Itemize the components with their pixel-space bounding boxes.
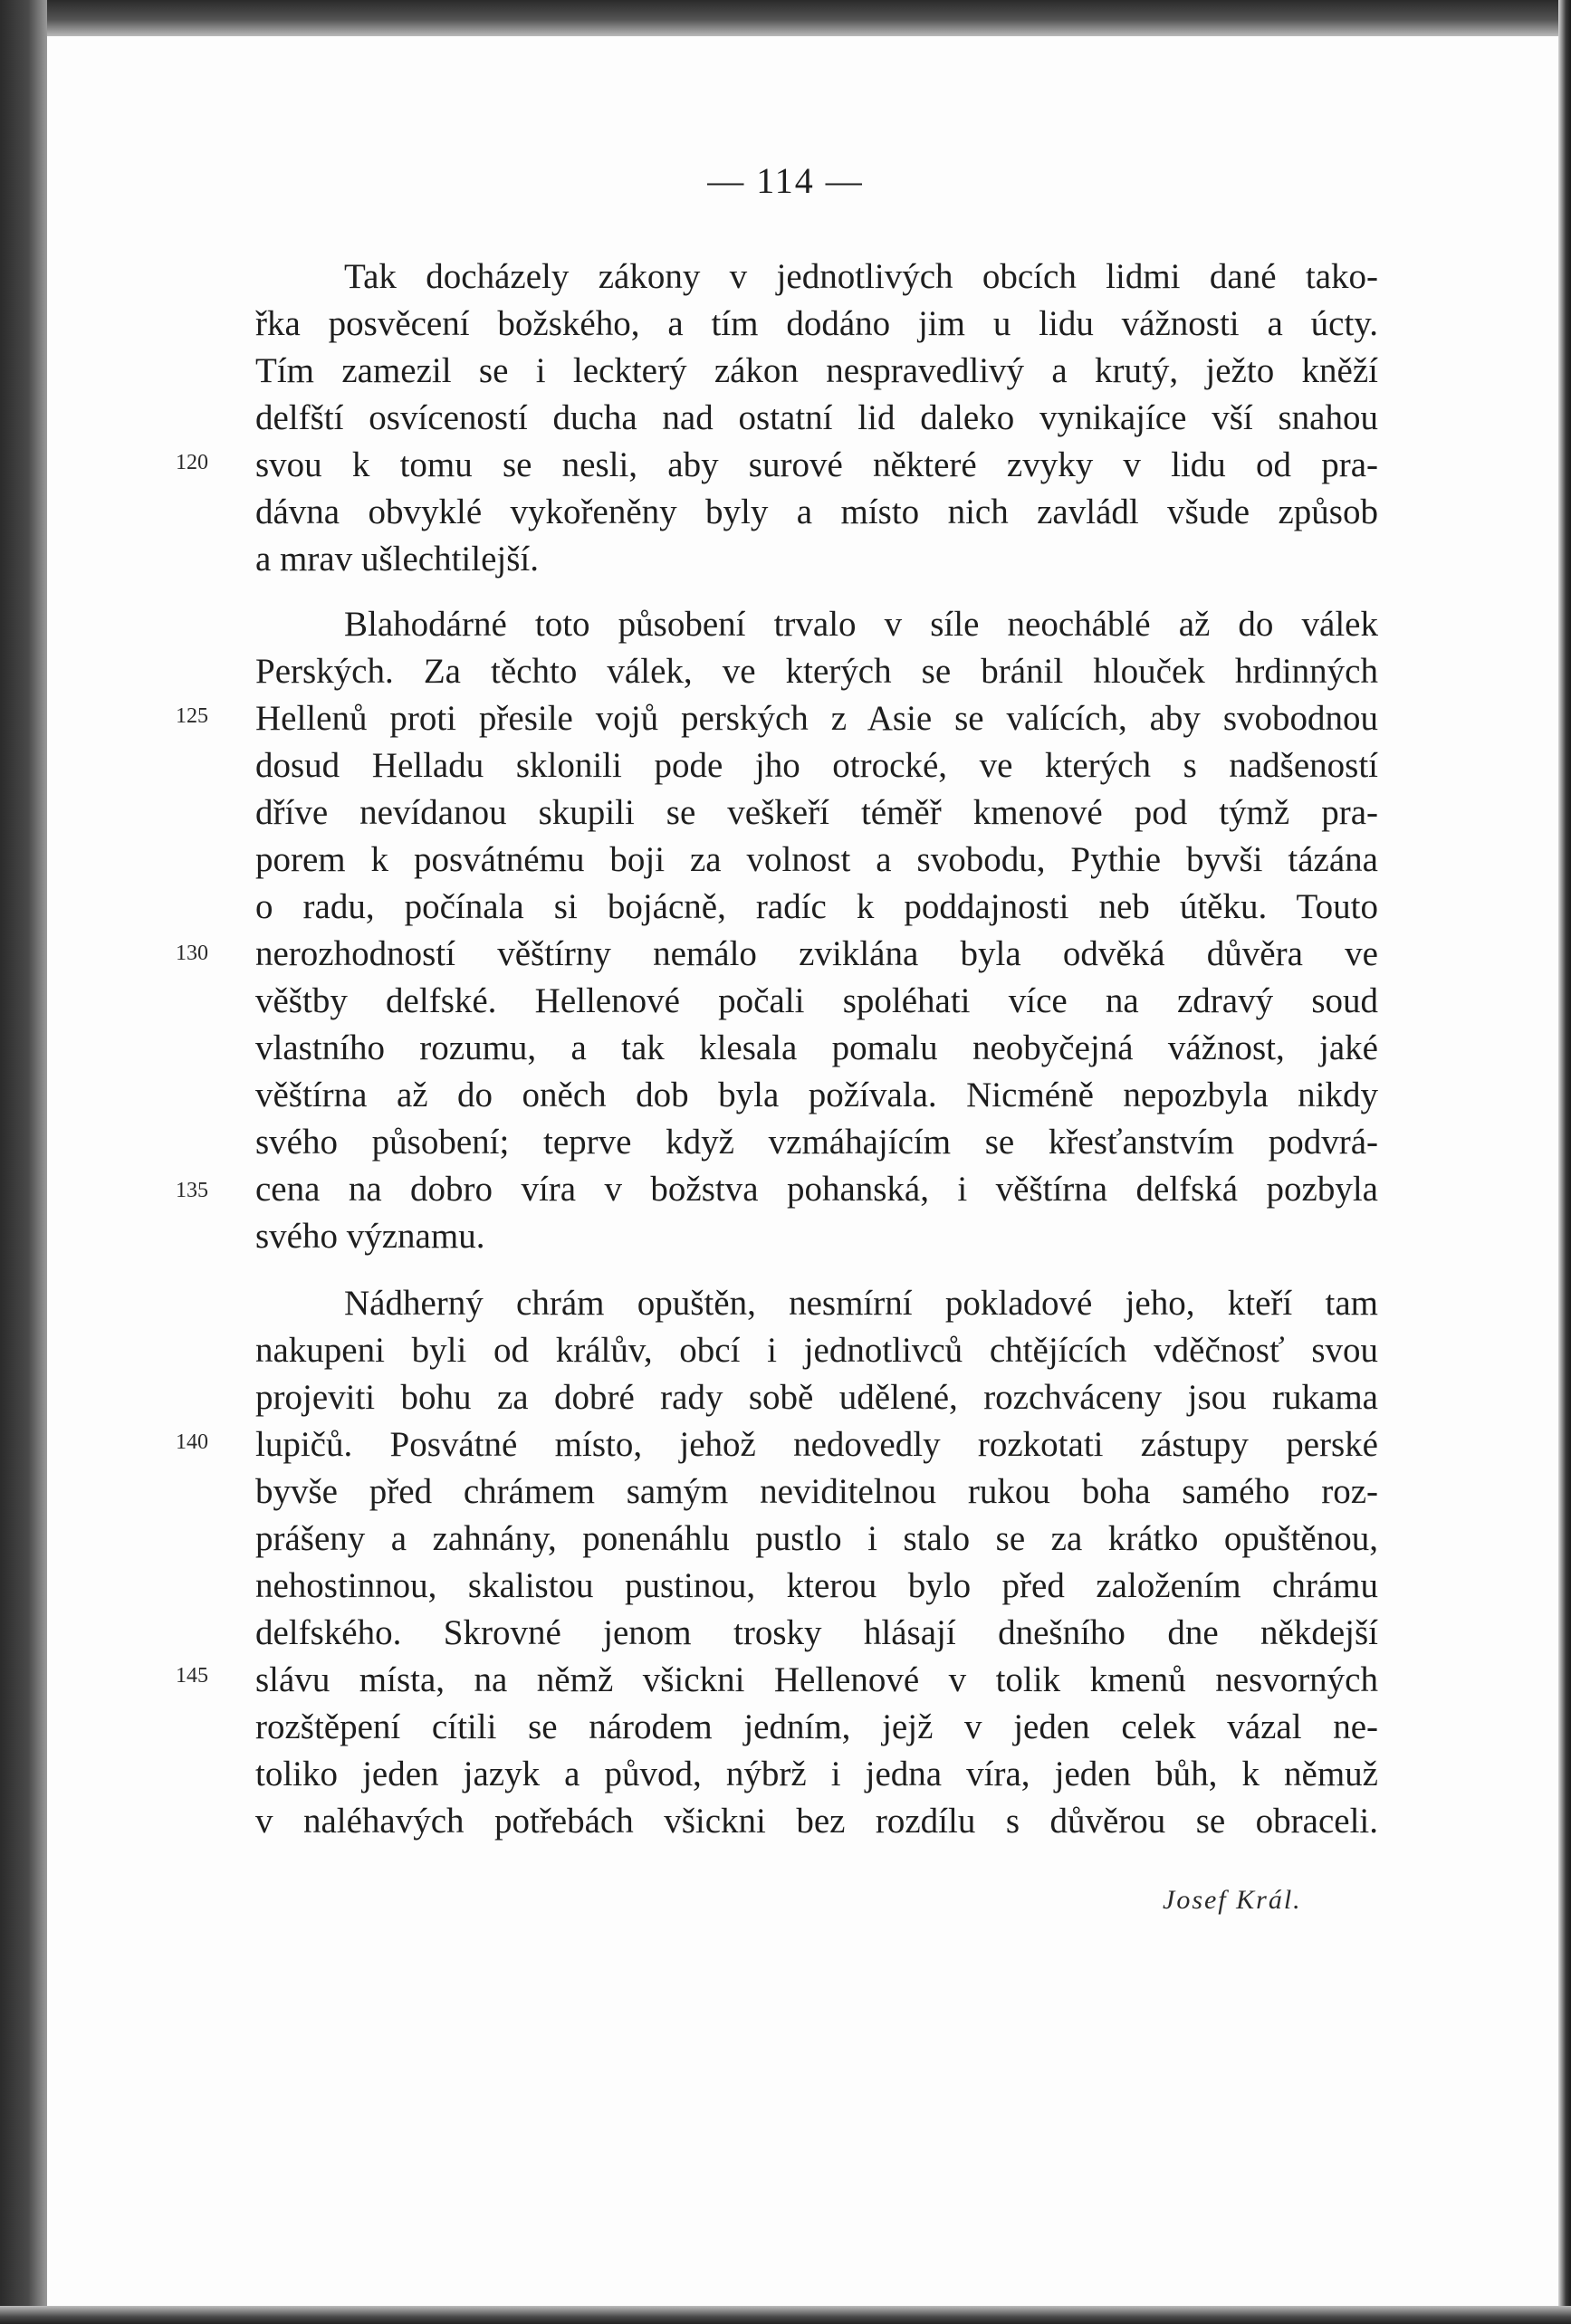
paragraph-2 (255, 601, 1378, 1260)
margin-line-number: 140 (176, 1430, 208, 1454)
text-line: svého působení; teprve když vzmáhajícím se křesťanstvím podvrá- (255, 1123, 1378, 1162)
text-line: dávna obvyklé vykořeněny byly a místo nich zavládl všude způsob (255, 493, 1378, 531)
text-line: lupičů. Posvátné místo, jehož nedovedly rozkotati zástupy perské (255, 1425, 1378, 1464)
scan-border-top (0, 0, 1571, 36)
text-line: věštby delfské. Hellenové počali spoléhati více na zdravý soud (255, 981, 1378, 1020)
text-line: delfského. Skrovné jenom trosky hlásají dnešního dne někdejší (255, 1613, 1378, 1652)
text-line: porem k posvátnému boji za volnost a svobodu, Pythie byvši tázána (255, 840, 1378, 879)
text-line: delfští osvíceností ducha nad ostatní lid daleko vynikajíce vší snahou (255, 398, 1378, 437)
text-line: cena na dobro víra v božstva pohanská, i věštírna delfská pozbyla (255, 1170, 1378, 1209)
text-line: vlastního rozumu, a tak klesala pomalu neobyčejná vážnost, jaké (255, 1028, 1378, 1067)
text-line: a mrav ušlechtilejší. (255, 540, 539, 579)
text-line: dosud Helladu sklonili pode jho otrocké, ve kterých s nadšeností (255, 746, 1378, 785)
text-line: svého významu. (255, 1217, 485, 1256)
text-line: v naléhavých potřebách všickni bez rozdílu s důvěrou se obraceli. (255, 1802, 1378, 1841)
margin-line-number: 135 (176, 1179, 208, 1202)
text-line: projeviti bohu za dobré rady sobě udělené, rozchváceny jsou rukama (255, 1378, 1378, 1417)
text-line: Tak docházely zákony v jednotlivých obcích lidmi dané tako- (344, 257, 1378, 296)
text-line: Nádherný chrám opuštěn, nesmírní pokladové jeho, kteří tam (344, 1284, 1378, 1323)
text-line: řka posvěcení božského, a tím dodáno jim u lidu vážnosti a úcty. (255, 304, 1378, 343)
scan-border-right (1558, 0, 1571, 2324)
text-line: slávu místa, na němž všickni Hellenové v tolik kmenů nesvorných (255, 1660, 1378, 1699)
text-line: Tím zamezil se i leckterý zákon nespravedlivý a krutý, ježto kněží (255, 351, 1378, 390)
paragraph-1 (255, 253, 1378, 583)
text-line: nakupeni byli od králův, obcí i jednotlivců chtějících vděčnosť svou (255, 1331, 1378, 1370)
page-number: — 114 — (707, 160, 864, 201)
text-line: o radu, počínala si bojácně, radíc k poddajnosti neb útěku. Touto (255, 887, 1378, 926)
text-line: dříve nevídanou skupili se veškeří téměř kmenové pod týmž pra- (255, 793, 1378, 832)
text-line: toliko jeden jazyk a původ, nýbrž i jedna víra, jeden bůh, k němuž (255, 1755, 1378, 1793)
text-line: Hellenů proti přesile vojů perských z Asie se valících, aby svobodnou (255, 699, 1378, 738)
scan-border-left (0, 0, 47, 2324)
text-line: svou k tomu se nesli, aby surové některé zvyky v lidu od pra- (255, 445, 1378, 484)
text-line: Blahodárné toto působení trvalo v síle neocháblé až do válek (344, 605, 1378, 644)
margin-line-number: 145 (176, 1664, 208, 1688)
text-line: prášeny a zahnány, ponenáhlu pustlo i stalo se za krátko opuštěnou, (255, 1519, 1378, 1558)
text-line: věštírna až do oněch dob byla požívala. Nicméně nepozbyla nikdy (255, 1076, 1378, 1114)
text-line: byvše před chrámem samým neviditelnou rukou boha samého roz- (255, 1472, 1378, 1511)
scan-border-bottom (0, 2306, 1571, 2324)
text-line: nerozhodností věštírny nemálo zviklána byla odvěká důvěra ve (255, 934, 1378, 973)
margin-line-number: 125 (176, 704, 208, 728)
text-line: nehostinnou, skalistou pustinou, kterou bylo před založením chrámu (255, 1566, 1378, 1605)
author-signature: Josef Král. (1163, 1885, 1302, 1915)
text-line: Perských. Za těchto válek, ve kterých se bránil hlouček hrdinných (255, 652, 1378, 691)
paragraph-3 (255, 1280, 1378, 1845)
margin-line-number: 120 (176, 451, 208, 474)
text-line: rozštěpení cítili se národem jedním, jejž v jeden celek vázal ne- (255, 1707, 1378, 1746)
margin-line-number: 130 (176, 942, 208, 965)
